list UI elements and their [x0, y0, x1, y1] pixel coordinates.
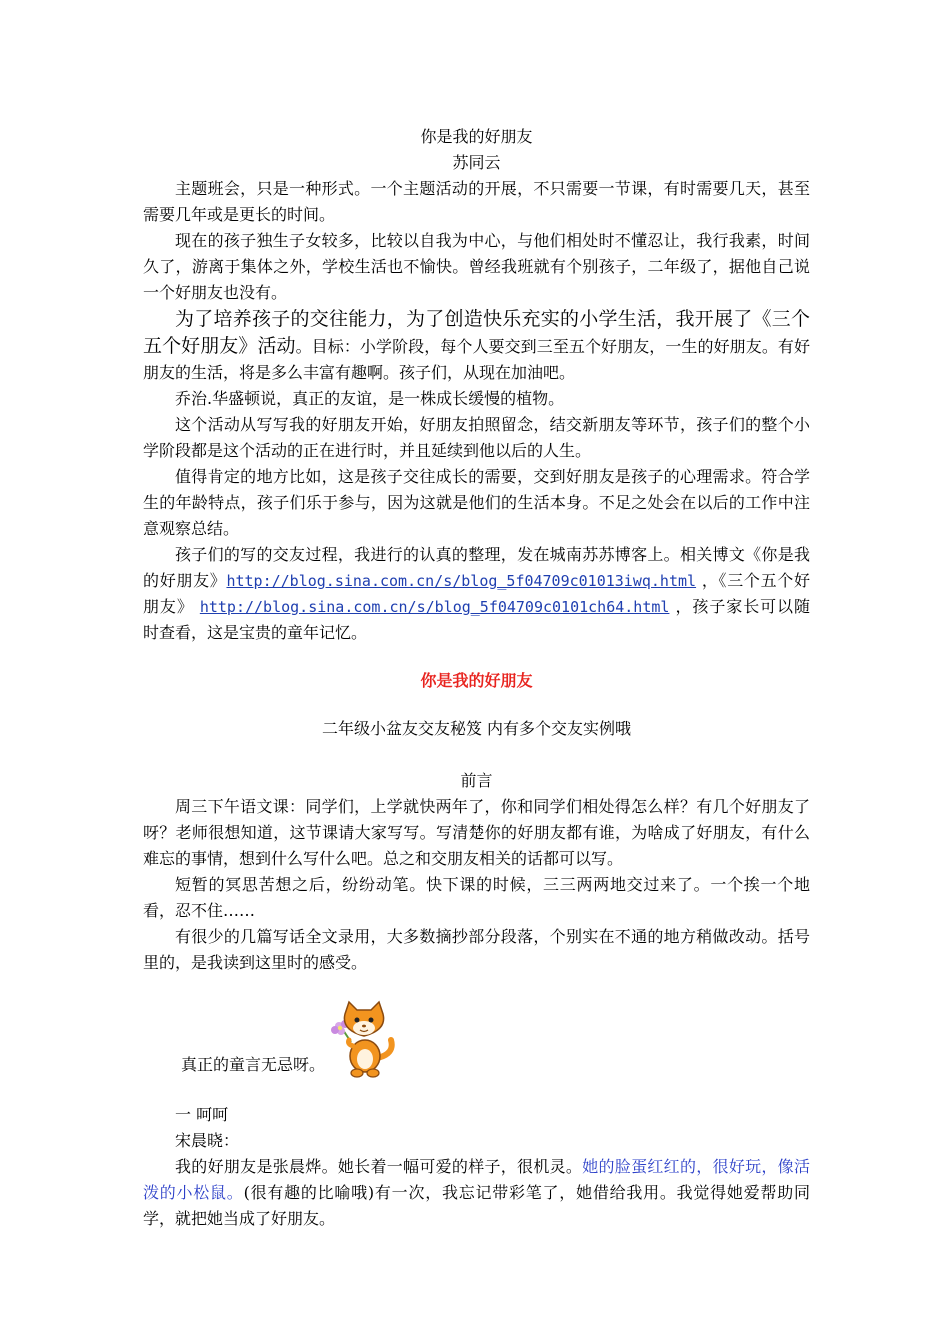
paragraph: 有很少的几篇写话全文录用，大多数摘抄部分段落，个别实在不通的地方稍做改动。括号里的，是我读到这里时的感受。: [143, 927, 810, 972]
links-text-middle: ，《三个五个好朋友》: [143, 571, 810, 616]
paragraph: 主题班会，只是一种形式。一个主题活动的开展，不只需要一节课，有时需要几天，甚至需要几年或是更长的时间。: [143, 179, 810, 224]
cat-caption: 真正的童言无忌呀。: [181, 1055, 326, 1074]
entry-text: (很有趣的比喻哦)有一次，我忘记带彩笔了，她借给我用。我觉得她爱帮助同学，就把她当成了好朋友。: [143, 1183, 810, 1228]
entry-heading: 一 呵呵: [175, 1105, 229, 1124]
entry-text: 我的好朋友是张晨烨。她长着一幅可爱的样子，很机灵。: [175, 1157, 583, 1176]
section-title: 你是我的好朋友: [420, 671, 533, 690]
cartoon-cat-with-flower-icon: [329, 1000, 399, 1080]
paragraph-large-text: 为了培养孩子的交往能力，为了创造快乐充实的小学生活，我开展了《三个五个好朋友》活动: [143, 308, 810, 357]
paragraph: 值得肯定的地方比如，这是孩子交往成长的需要，交到好朋友是孩子的心理需求。符合学生的年龄特点，孩子们乐于参与，因为这就是他们的生活本身。不足之处会在以后的工作中注意观察总结。: [143, 467, 810, 538]
cat-caption-row: [143, 1000, 810, 1080]
paragraph-text: 。目标：小学阶段，每个人要交到三至五个好朋友，一生的好朋友。有好朋友的生活，将是多么丰富有趣啊。孩子们，从现在加油吧。: [143, 337, 810, 382]
entry-highlight-text: 她的脸蛋红红的，很好玩，像活泼的小松鼠。: [143, 1157, 810, 1202]
paragraph: 周三下午语文课：同学们，上学就快两年了，你和同学们相处得怎么样？有几个好朋友了呀？老师很想知道，这节课请大家写写。写清楚你的好朋友都有谁，为啥成了好朋友，有什么难忘的事情，想到什么写什么吧。总之和交朋友相关的话都可以写。: [143, 797, 810, 868]
doc-author: 苏同云: [452, 153, 501, 172]
quote-paragraph: 乔治.华盛顿说，真正的友谊，是一株成长缓慢的植物。: [175, 389, 565, 408]
links-text-before: 孩子们的写的交友过程，我进行的认真的整理，发在城南苏苏博客上。相关博文《你是我的好朋友》: [143, 545, 810, 590]
blog-link-2[interactable]: http://blog.sina.com.cn/s/blog_5f04709c0101ch64.html: [199, 598, 670, 616]
doc-title: 你是我的好朋友: [420, 127, 533, 146]
preface-heading: 前言: [460, 771, 493, 790]
entry-paragraph: [143, 1154, 810, 1232]
document-page: [143, 124, 810, 1232]
links-paragraph: [143, 542, 810, 646]
paragraph: 现在的孩子独生子女较多，比较以自我为中心，与他们相处时不懂忍让，我行我素，时间久了，游离于集体之外，学校生活也不愉快。曾经我班就有个别孩子，二年级了，据他自己说一个好朋友也没有。: [143, 231, 810, 302]
links-text-after: ，孩子家长可以随时查看，这是宝贵的童年记忆。: [143, 597, 810, 642]
paragraph: [143, 306, 810, 386]
paragraph: 这个活动从写写我的好朋友开始，好朋友拍照留念，结交新朋友等环节，孩子们的整个小学阶段都是这个活动的正在进行时，并且延续到他以后的人生。: [143, 415, 810, 460]
paragraph: 短暂的冥思苦想之后，纷纷动笔。快下课的时候，三三两两地交过来了。一个挨一个地看，忍不住……: [143, 875, 810, 920]
entry-author: 宋晨晓：: [175, 1131, 240, 1150]
section-subtitle: 二年级小盆友交友秘笈 内有多个交友实例哦: [321, 719, 632, 738]
blog-link-1[interactable]: http://blog.sina.com.cn/s/blog_5f04709c01013iwq.html: [226, 572, 697, 590]
